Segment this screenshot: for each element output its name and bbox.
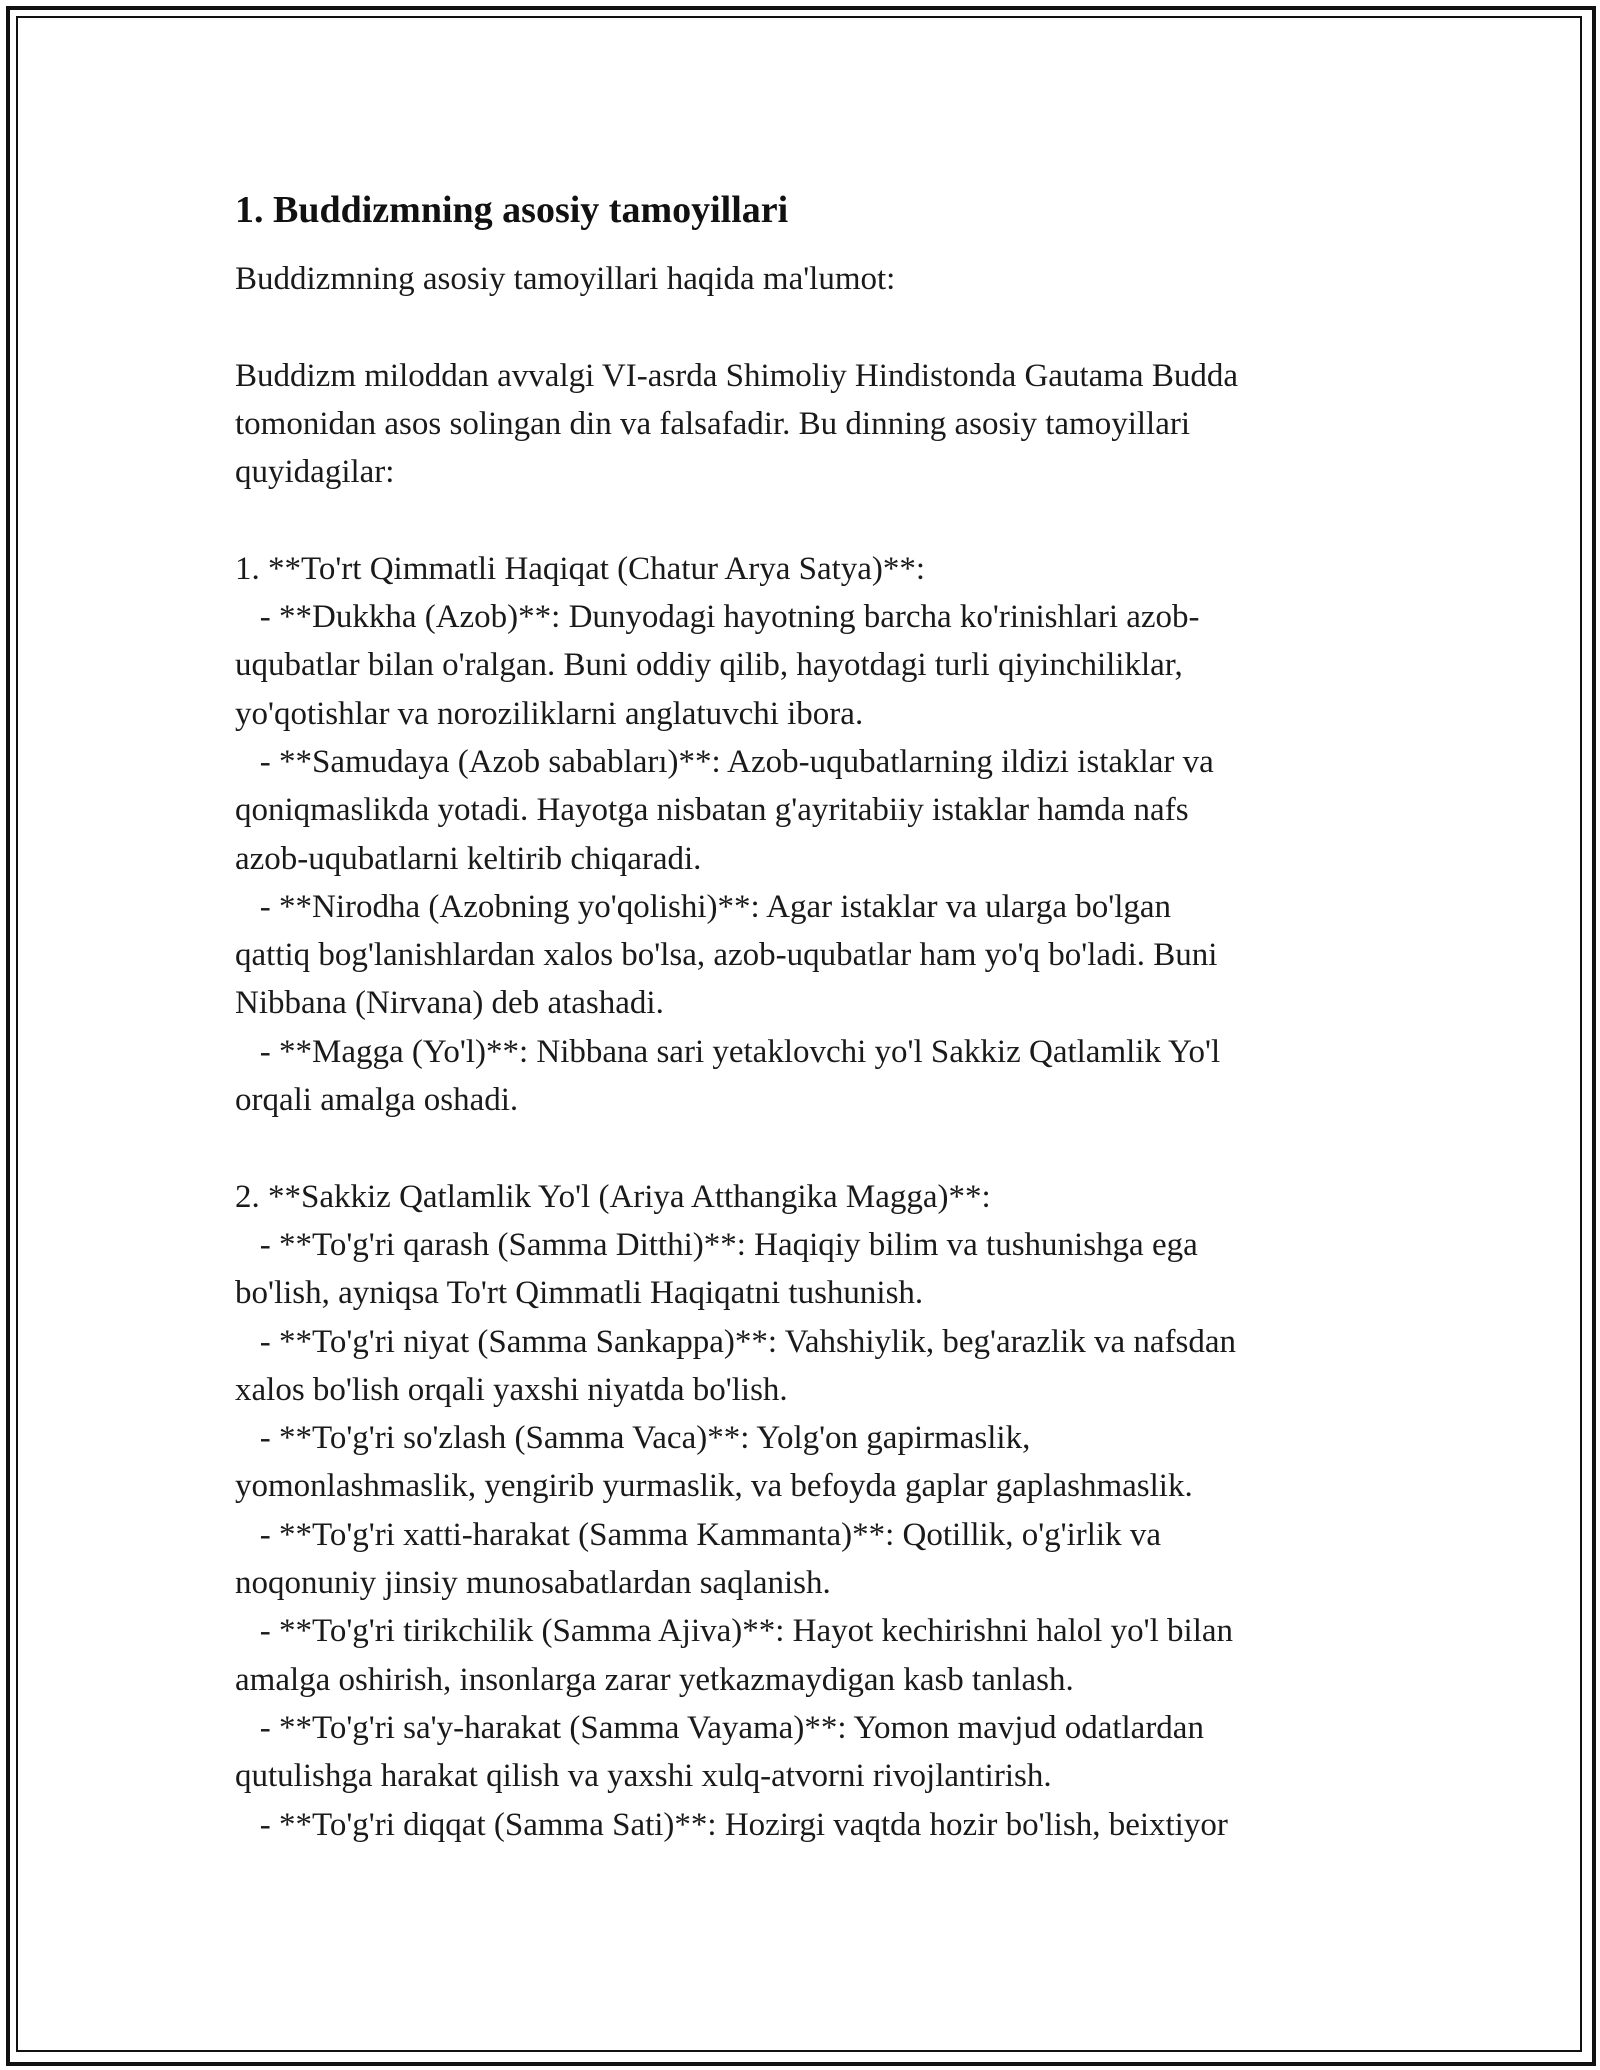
- text-line: orqali amalga oshadi.: [235, 1082, 519, 1119]
- text-line: - **To'g'ri xatti-harakat (Samma Kammanta)**: Qotillik, o'g'irlik va: [235, 1516, 1161, 1553]
- text-line: - **Nirodha (Azobning yo'qolishi)**: Agar istaklar va ularga bo'lgan: [235, 888, 1172, 925]
- text-line: - **To'g'ri tirikchilik (Samma Ajiva)**: Hayot kechirishni halol yo'l bilan: [235, 1613, 1234, 1650]
- text-line: qoniqmaslikda yotadi. Hayotga nisbatan g'ayritabiiy istaklar hamda nafs: [235, 792, 1189, 829]
- text-line: bo'lish, ayniqsa To'rt Qimmatli Haqiqatni tushunish.: [235, 1275, 924, 1312]
- text-line: Buddizm miloddan avvalgi VI-asrda Shimoliy Hindistonda Gautama Budda: [235, 357, 1238, 394]
- text-line: - **To'g'ri niyat (Samma Sankappa)**: Vahshiylik, beg'arazlik va nafsdan: [235, 1323, 1237, 1360]
- document-title: 1. Buddizmning asosiy tamoyillari: [235, 189, 789, 231]
- text-line: 1. **To'rt Qimmatli Haqiqat (Chatur Arya Satya)**:: [235, 550, 926, 587]
- text-line: amalga oshirish, insonlarga zarar yetkazmaydigan kasb tanlash.: [235, 1661, 1074, 1698]
- text-line: - **Samudaya (Azob sababları)**: Azob-uqubatlarning ildizi istaklar va: [235, 743, 1214, 780]
- text-line: yomonlashmaslik, yengirib yurmaslik, va befoyda gaplar gaplashmaslik.: [235, 1468, 1193, 1505]
- text-line: - **Magga (Yo'l)**: Nibbana sari yetaklovchi yo'l Sakkiz Qatlamlik Yo'l: [235, 1033, 1221, 1070]
- document-page: [235, 186, 1385, 1849]
- text-line: azob-uqubatlarni keltirib chiqaradi.: [235, 840, 702, 877]
- text-line: xalos bo'lish orqali yaxshi niyatda bo'lish.: [235, 1371, 788, 1408]
- blank-line: [235, 496, 1385, 544]
- blank-line: [235, 303, 1385, 351]
- text-line: yo'qotishlar va noroziliklarni anglatuvchi ibora.: [235, 695, 864, 732]
- text-line: uqubatlar bilan o'ralgan. Buni oddiy qilib, hayotdagi turli qiyinchiliklar,: [235, 647, 1183, 684]
- text-line: - **To'g'ri diqqat (Samma Sati)**: Hozirgi vaqtda hozir bo'lish, beixtiyor: [235, 1806, 1228, 1843]
- document-body: [235, 255, 1385, 1849]
- text-line: qutulishga harakat qilish va yaxshi xulq-atvorni rivojlantirish.: [235, 1758, 1052, 1795]
- text-line: - **To'g'ri so'zlash (Samma Vaca)**: Yolg'on gapirmaslik,: [235, 1420, 1031, 1457]
- text-line: - **To'g'ri sa'y-harakat (Samma Vayama)**: Yomon mavjud odatlardan: [235, 1709, 1204, 1746]
- text-line: 2. **Sakkiz Qatlamlik Yo'l (Ariya Atthangika Magga)**:: [235, 1178, 991, 1215]
- text-line: tomonidan asos solingan din va falsafadir. Bu dinning asosiy tamoyillari: [235, 405, 1191, 442]
- text-line: Buddizmning asosiy tamoyillari haqida ma'lumot:: [235, 261, 896, 297]
- text-line: noqonuniy jinsiy munosabatlardan saqlanish.: [235, 1565, 831, 1602]
- text-line: - **To'g'ri qarash (Samma Ditthi)**: Haqiqiy bilim va tushunishga ega: [235, 1226, 1198, 1263]
- text-line: - **Dukkha (Azob)**: Dunyodagi hayotning barcha ko'rinishlari azob-: [235, 599, 1200, 636]
- blank-line: [235, 1124, 1385, 1172]
- text-line: quyidagilar:: [235, 454, 395, 491]
- text-line: Nibbana (Nirvana) deb atashadi.: [235, 985, 664, 1022]
- text-line: qattiq bog'lanishlardan xalos bo'lsa, azob-uqubatlar ham yo'q bo'ladi. Buni: [235, 937, 1218, 974]
